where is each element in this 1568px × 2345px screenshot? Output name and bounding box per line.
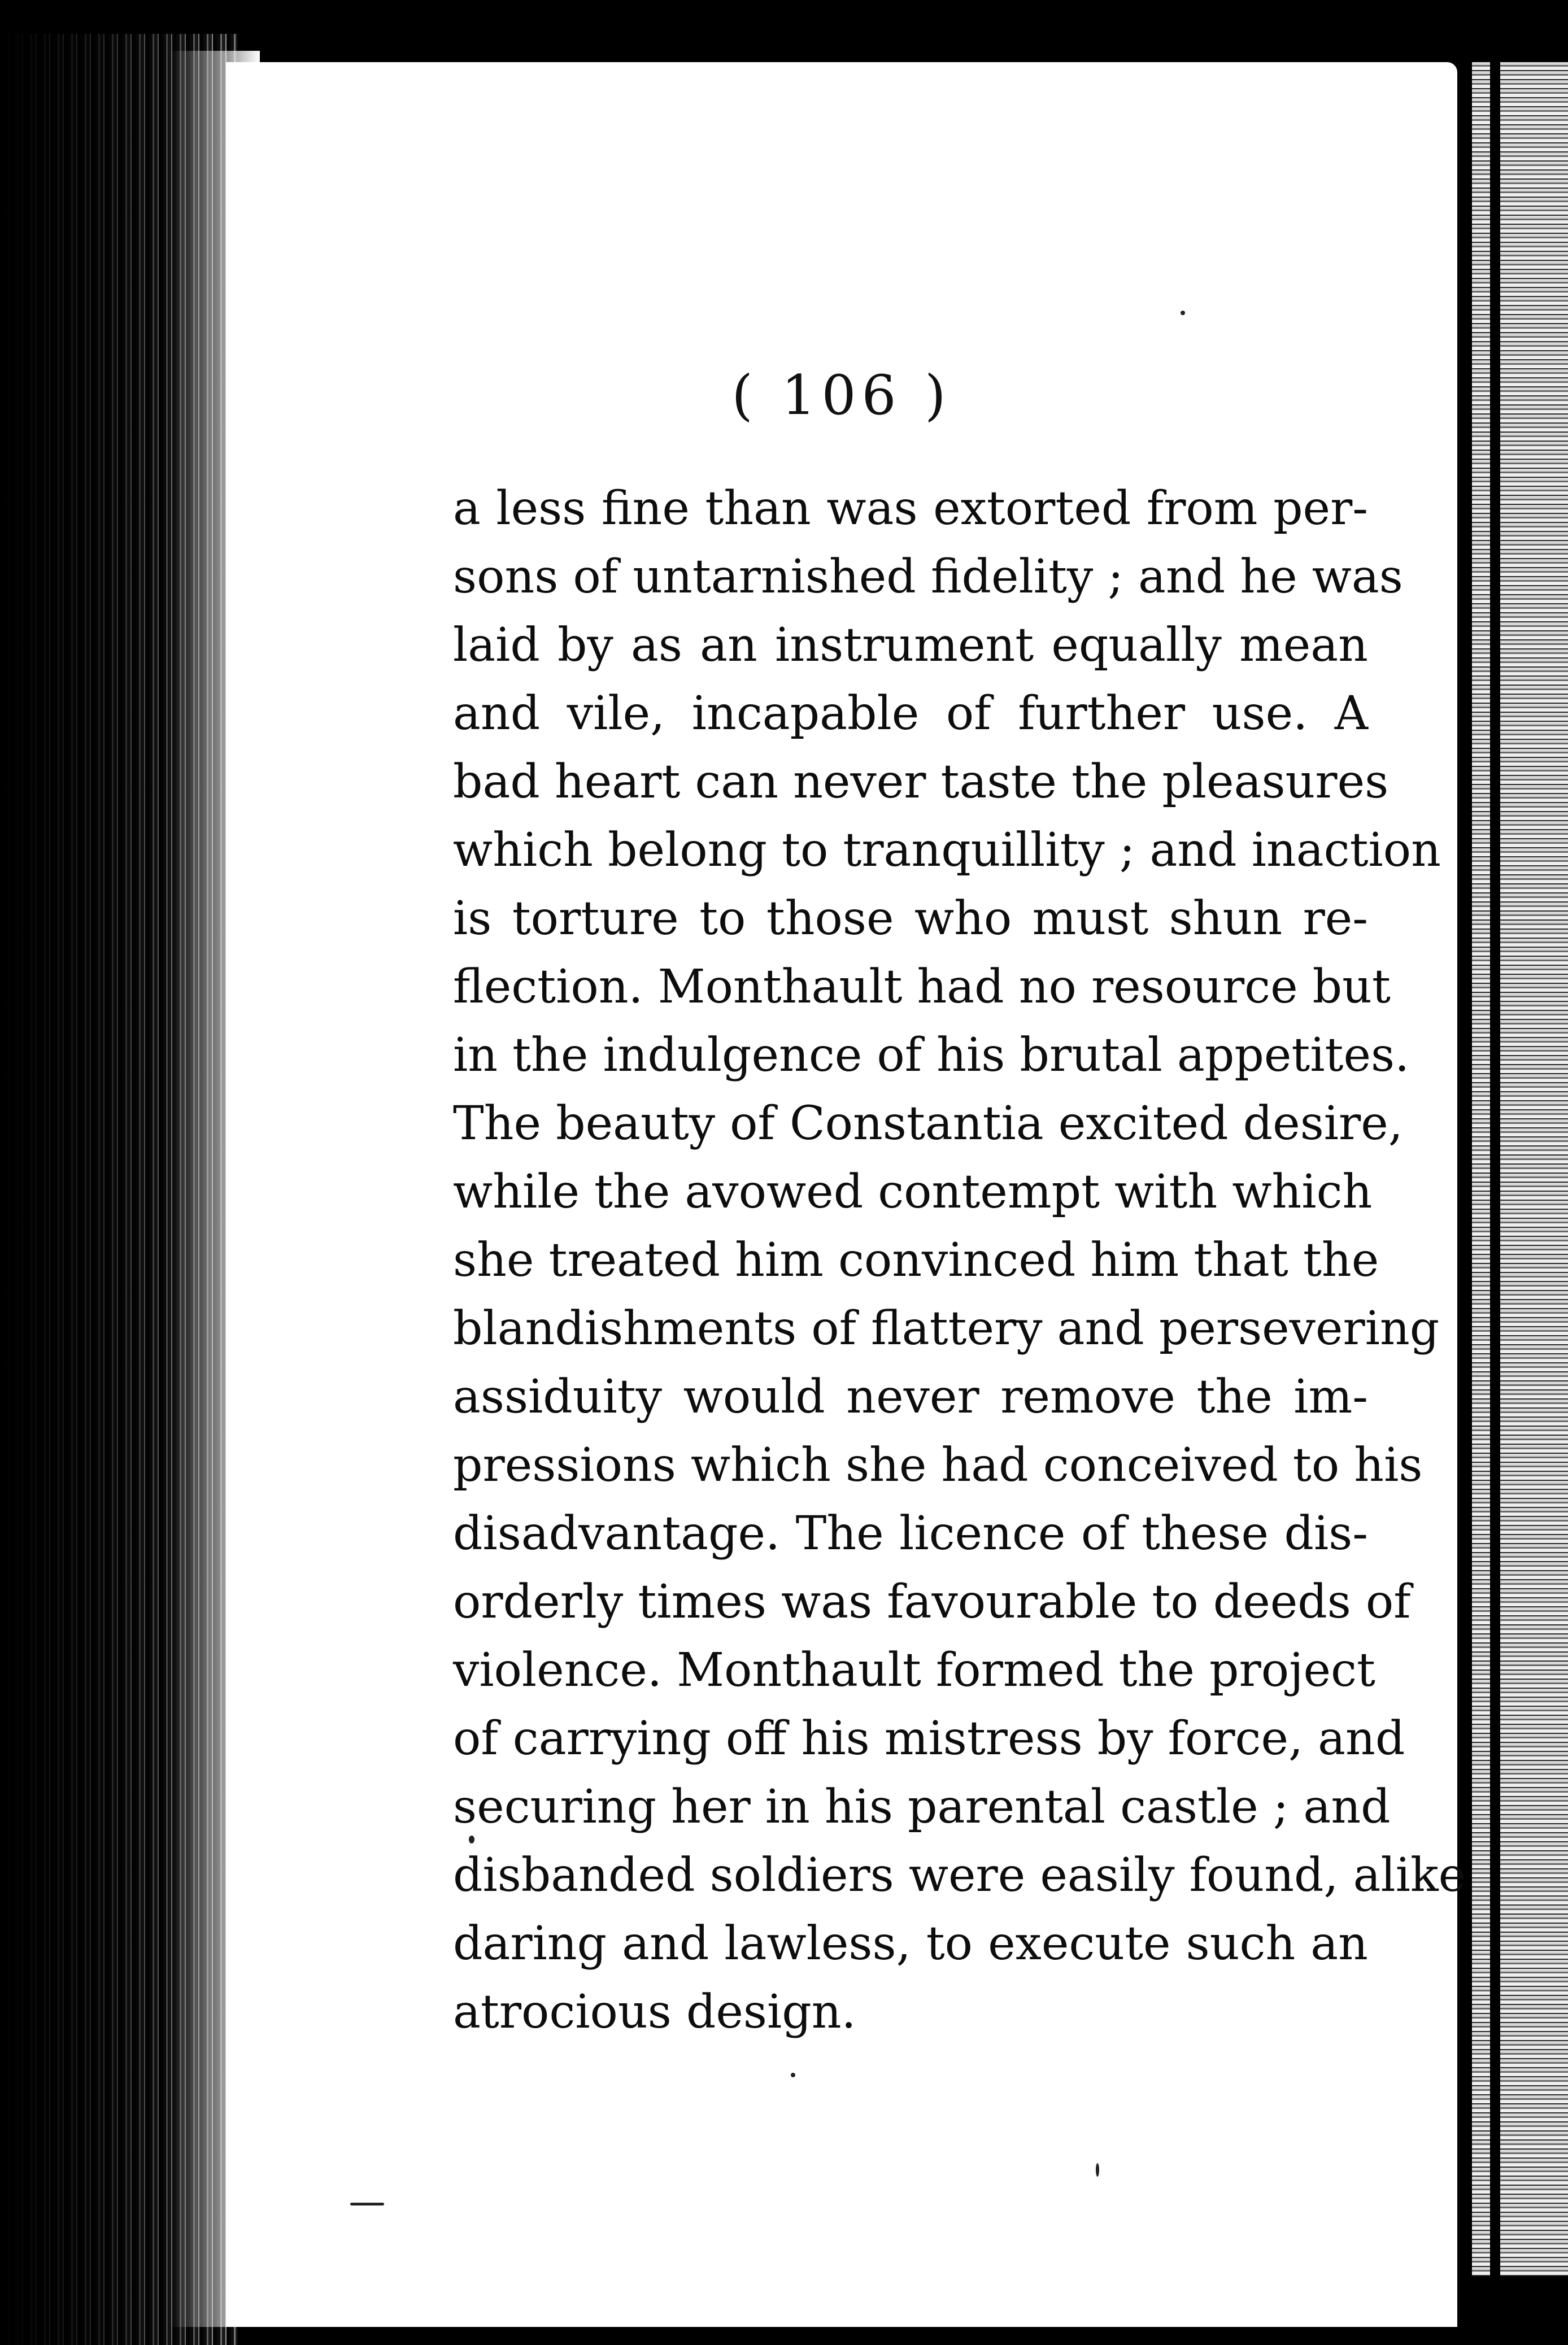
text-line: is torture to those who must shun re- (453, 892, 1368, 945)
text-line: pressions which she had conceived to his (453, 1439, 1423, 1492)
body-text (453, 474, 1466, 2046)
text-line: orderly times was favourable to deeds of (453, 1575, 1411, 1629)
text-line: blandishments of flattery and persevering (453, 1302, 1440, 1355)
page-edge-line (1490, 62, 1500, 2276)
text-line: violence. Monthault formed the project (453, 1644, 1375, 1697)
text-line: sons of untarnished fidelity ; and he was (453, 550, 1403, 604)
text-line: while the avowed contempt with which (453, 1165, 1373, 1219)
gutter-fade (169, 51, 260, 2327)
text-line: daring and lawless, to execute such an (453, 1917, 1368, 1971)
text-line: which belong to tranquillity ; and inaction (453, 823, 1441, 877)
text-line: laid by as an instrument equally mean (453, 618, 1368, 672)
text-line: atrocious design. (453, 1985, 856, 2039)
ink-speck (1181, 311, 1185, 315)
text-line: disadvantage. The licence of these dis- (453, 1507, 1368, 1561)
text-line: and vile, incapable of further use. A (453, 687, 1368, 740)
text-line: bad heart can never taste the pleasures (453, 755, 1389, 809)
ink-speck (1096, 2163, 1099, 2177)
page-sheet (226, 62, 1466, 2327)
page-number: ( 106 ) (731, 364, 952, 427)
ink-speck (791, 2073, 795, 2077)
text-line: flection. Monthault had no resource but (453, 960, 1391, 1014)
text-line: securing her in his parental castle ; and (453, 1780, 1391, 1834)
text-line: The beauty of Constantia excited desire, (453, 1097, 1403, 1150)
text-line: assiduity would never remove the im- (453, 1370, 1368, 1424)
text-line: a less fine than was extorted from per- (453, 482, 1368, 535)
text-line: of carrying off his mistress by force, and (453, 1712, 1405, 1766)
ink-speck (469, 1836, 474, 1843)
text-line: disbanded soldiers were easily found, alike (453, 1849, 1466, 1902)
ink-speck (350, 2203, 384, 2205)
text-line: she treated him convinced him that the (453, 1233, 1379, 1287)
text-line: in the indulgence of his brutal appetites. (453, 1028, 1410, 1082)
facing-page-edge (1472, 62, 1568, 2276)
